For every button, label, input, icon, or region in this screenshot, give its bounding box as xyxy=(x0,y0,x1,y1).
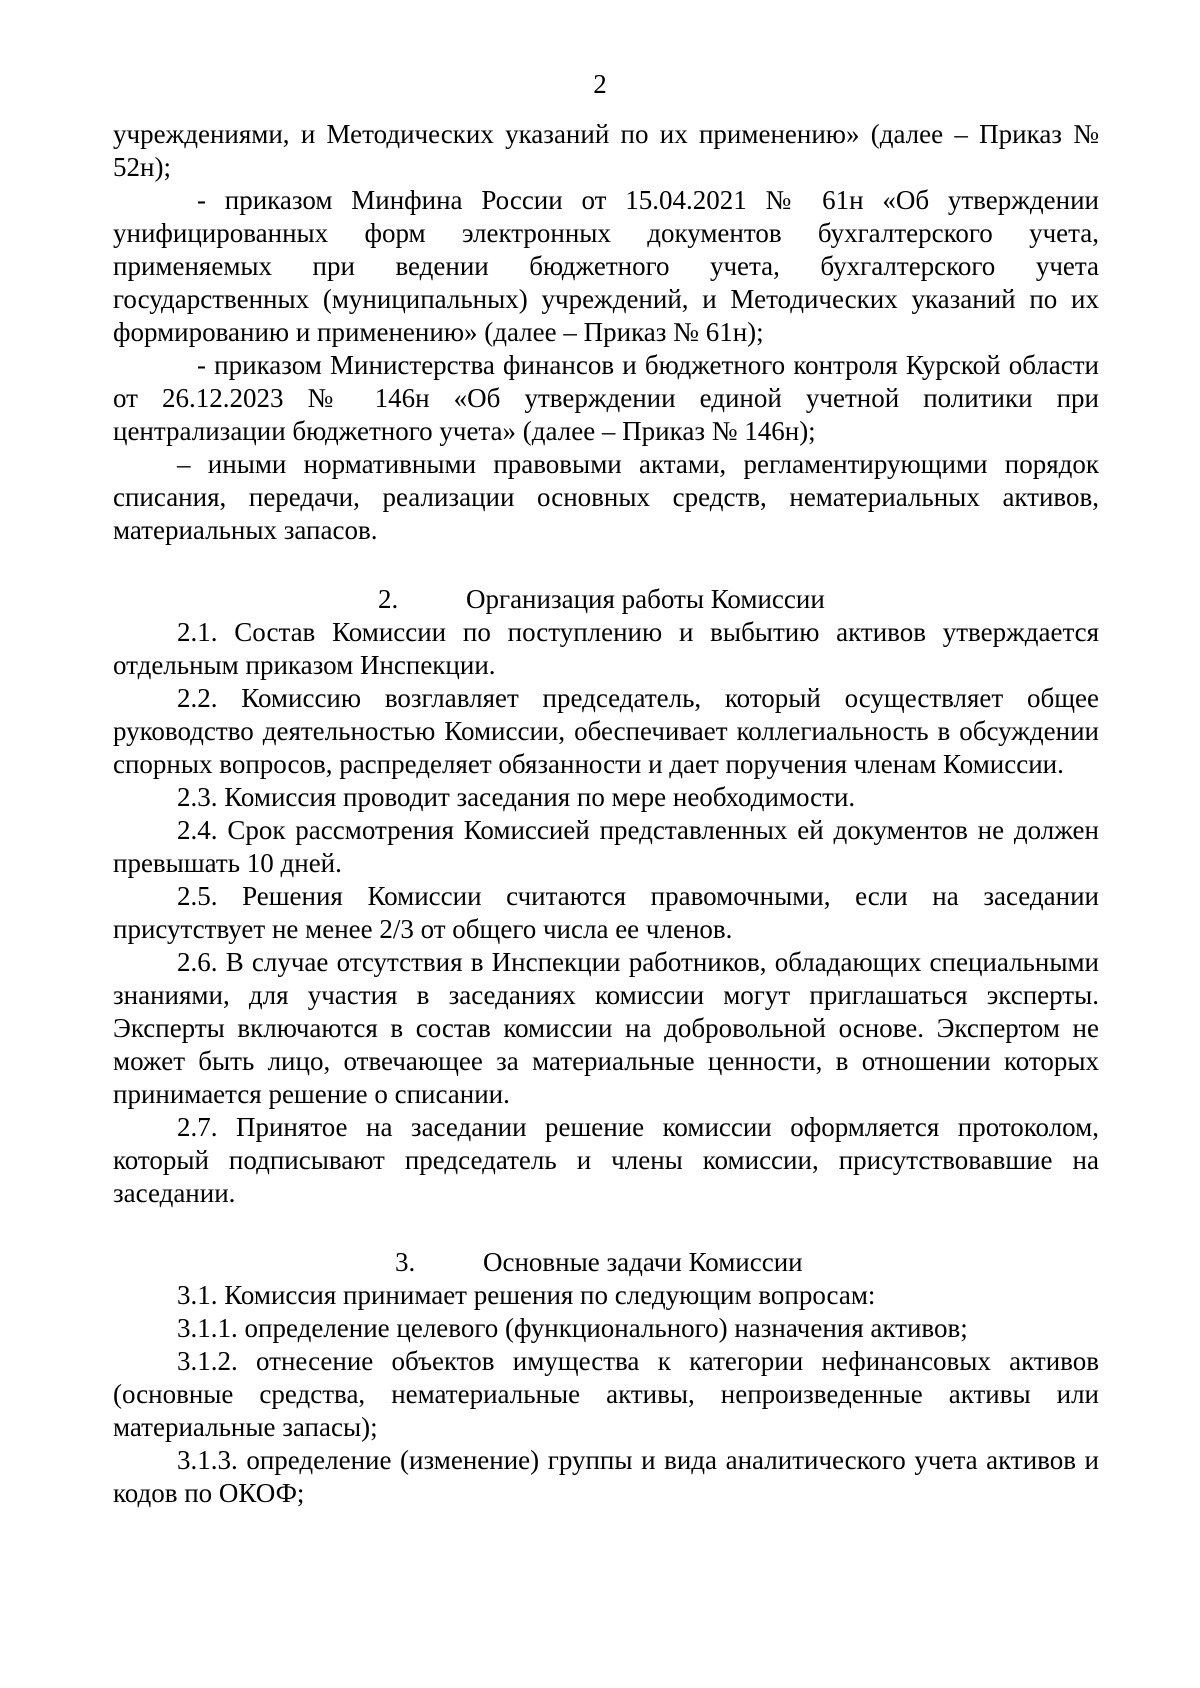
clause-2-7: 2.7. Принятое на заседании решение комиссии оформляется протоколом, который подписывают председатель и члены комиссии, присутствовавшие на заседании. xyxy=(113,1112,1099,1208)
paragraph-continuation: учреждениями, и Методических указаний по их применению» (далее – Приказ № 52н); xyxy=(113,119,1099,182)
paragraph-order-146n: - приказом Министерства финансов и бюджетного контроля Курской области от 26.12.2023 № 146н «Об утверждении единой учетной политики при централизации бюджетного учета» (далее – Приказ № 146н); xyxy=(113,350,1099,446)
clause-2-2: 2.2. Комиссию возглавляет председатель, который осуществляет общее руководство деятельностью Комиссии, обеспечивает коллегиальность в обсуждении спорных вопросов, распределяет обязанности и дает поручения членам Комиссии. xyxy=(113,683,1099,779)
document-body xyxy=(113,118,1099,1510)
page-number: 2 xyxy=(593,69,607,99)
clause-3-1-3: 3.1.3. определение (изменение) группы и вида аналитического учета активов и кодов по ОКОФ; xyxy=(113,1445,1099,1508)
section-2-heading xyxy=(113,583,1099,616)
paragraph-other-acts: – иными нормативными правовыми актами, регламентирующими порядок списания, передачи, реализации основных средств, нематериальных активов, материальных запасов. xyxy=(113,449,1099,545)
clause-2-4: 2.4. Срок рассмотрения Комиссией представленных ей документов не должен превышать 10 дней. xyxy=(113,815,1099,878)
section-2-number: 2. xyxy=(378,584,399,614)
clause-2-6: 2.6. В случае отсутствия в Инспекции работников, обладающих специальными знаниями, для участия в заседаниях комиссии могут приглашаться эксперты. Эксперты включаются в состав комиссии на добровольной основе. Экспертом не может быть лицо, отвечающее за материальные ценности, в отношении которых принимается решение о списании. xyxy=(113,947,1099,1109)
section-3-number: 3. xyxy=(395,1247,416,1277)
clause-2-5: 2.5. Решения Комиссии считаются правомочными, если на заседании присутствует не менее 2/3 от общего числа ее членов. xyxy=(113,881,1099,944)
clause-2-3: 2.3. Комиссия проводит заседания по мере необходимости. xyxy=(177,782,856,812)
clause-3-1: 3.1. Комиссия принимает решения по следующим вопросам: xyxy=(177,1280,876,1310)
section-3-heading xyxy=(113,1246,1099,1279)
section-2-title: Организация работы Комиссии xyxy=(466,584,825,614)
paragraph-order-61n: - приказом Минфина России от 15.04.2021 № 61н «Об утверждении унифицированных форм электронных документов бухгалтерского учета, применяемых при ведении бюджетного учета, бухгалтерского учета государственных (муниципальных) учреждений, и Методических указаний по их формированию и применению» (далее – Приказ № 61н); xyxy=(113,185,1099,347)
clause-2-1: 2.1. Состав Комиссии по поступлению и выбытию активов утверждается отдельным приказом Инспекции. xyxy=(113,617,1099,680)
clause-3-1-1: 3.1.1. определение целевого (функционального) назначения активов; xyxy=(177,1313,968,1343)
section-3-title: Основные задачи Комиссии xyxy=(483,1247,803,1277)
clause-3-1-2: 3.1.2. отнесение объектов имущества к категории нефинансовых активов (основные средства, нематериальные активы, непроизведенные активы или материальные запасы); xyxy=(113,1346,1099,1442)
